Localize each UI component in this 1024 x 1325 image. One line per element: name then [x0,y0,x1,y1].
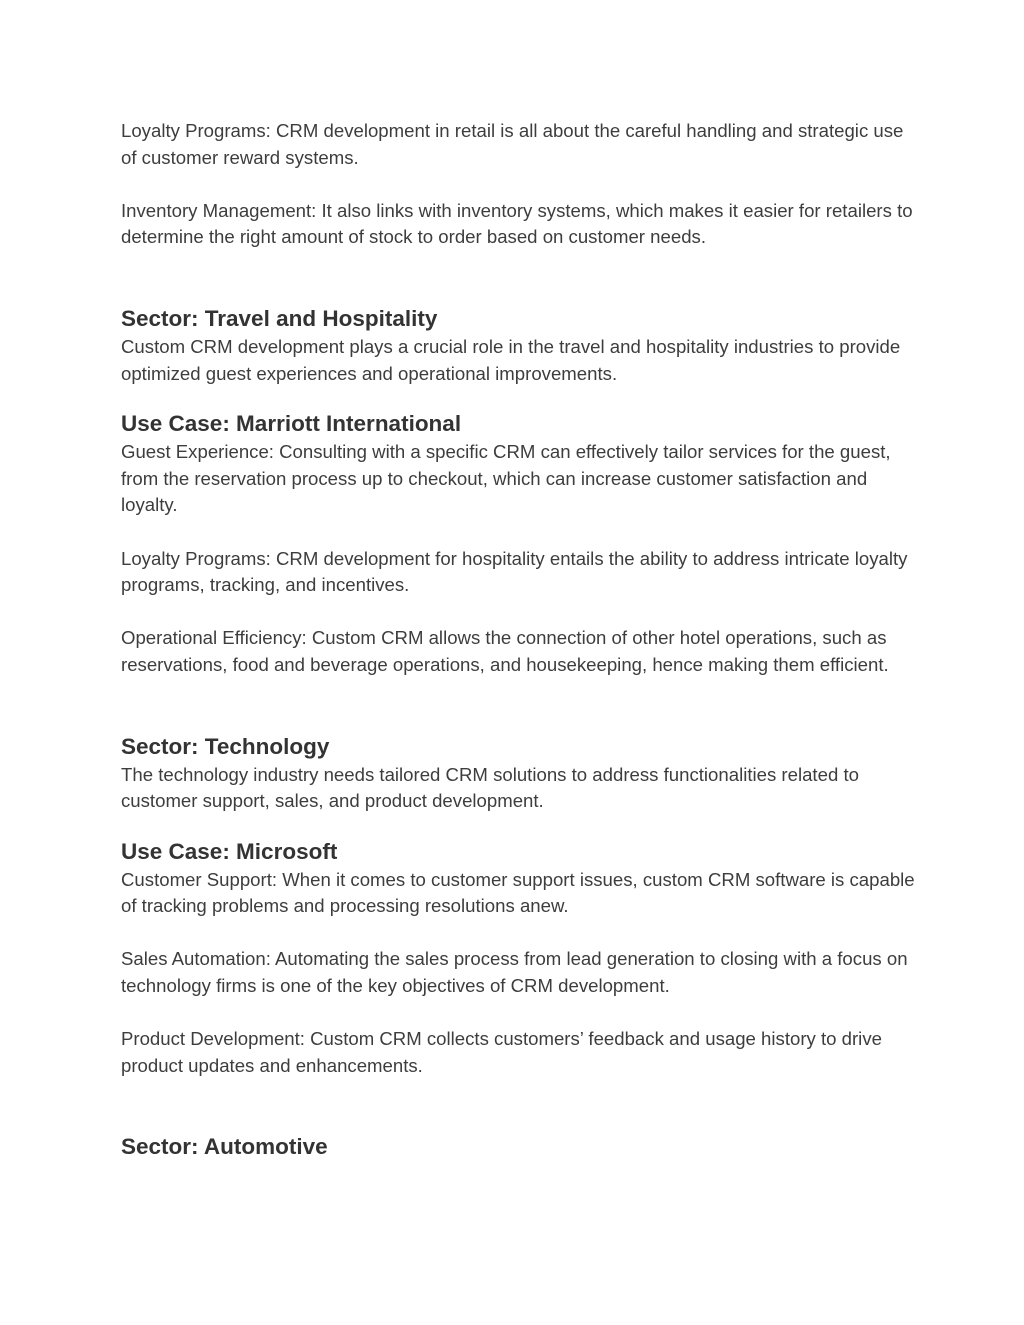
customer-support-paragraph: Customer Support: When it comes to customer support issues, custom CRM software is capable of tracking problems and processing resolutions anew. [121,868,915,917]
travel-intro-paragraph: Custom CRM development plays a crucial role in the travel and hospitality industries to provide optimized guest experiences and operational improvements. [121,335,901,384]
automotive-sector-heading: Sector: Automotive [121,1134,328,1160]
technology-intro-paragraph: The technology industry needs tailored CRM solutions to address functionalities related to customer support, sales, and product development. [121,763,859,812]
marriott-use-case-heading: Use Case: Marriott International [121,411,462,437]
microsoft-use-case-heading: Use Case: Microsoft [121,838,338,864]
technology-sector-heading: Sector: Technology [121,733,330,759]
guest-experience-paragraph: Guest Experience: Consulting with a specific CRM can effectively tailor services for the guest, from the reservation process up to checkout, which can increase customer satisfaction and loyalty. [121,441,891,516]
product-development-paragraph: Product Development: Custom CRM collects customers’ feedback and usage history to drive product updates and enhancements. [121,1028,882,1076]
hospitality-loyalty-paragraph: Loyalty Programs: CRM development for hospitality entails the ability to address intricate loyalty programs, tracking, and incentives. [121,547,908,596]
retail-loyalty-paragraph: Loyalty Programs: CRM development in retail is all about the careful handling and strategic use of customer reward systems. [121,120,904,168]
sales-automation-paragraph: Sales Automation: Automating the sales process from lead generation to closing with a focus on technology firms is one of the key objectives of CRM development. [121,948,908,997]
travel-sector-heading: Sector: Travel and Hospitality [121,305,438,331]
retail-inventory-paragraph: Inventory Management: It also links with inventory systems, which makes it easier for retailers to determine the right amount of stock to order based on customer needs. [121,199,913,248]
document-page [121,118,921,1162]
operational-efficiency-paragraph: Operational Efficiency: Custom CRM allows the connection of other hotel operations, such as reservations, food and beverage operations, and housekeeping, hence making them efficient. [121,627,889,675]
